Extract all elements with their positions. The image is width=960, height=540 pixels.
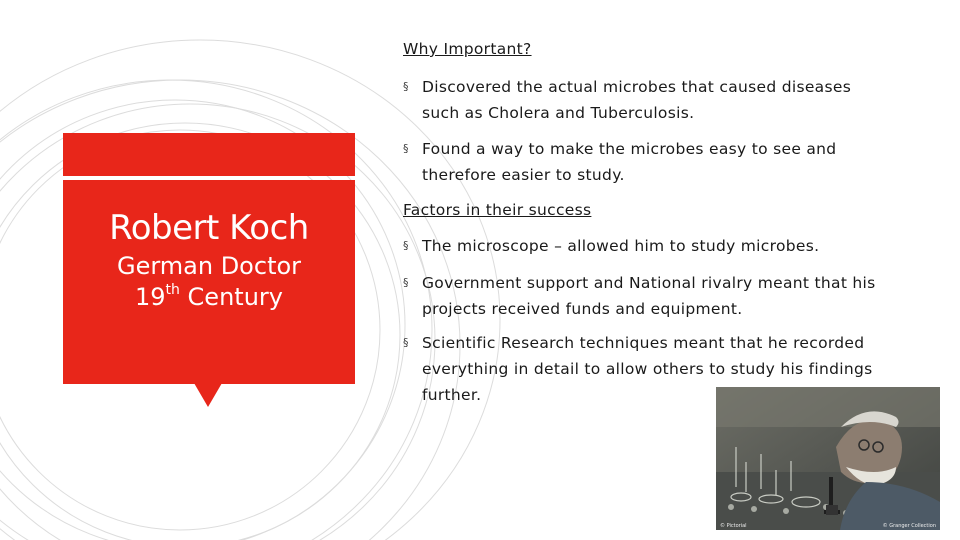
slide-title: Robert Koch xyxy=(109,208,309,248)
bullet-item xyxy=(403,270,883,322)
bullet-text: Government support and National rivalry meant that his projects received funds and equipment. xyxy=(422,274,876,318)
bullet-marker: § xyxy=(403,336,409,349)
bullet-item xyxy=(403,233,883,259)
bullet-text: Found a way to make the microbes easy to see and therefore easier to study. xyxy=(422,140,837,184)
bullet-marker: § xyxy=(403,276,409,289)
subtitle-line-2: 19th Century xyxy=(135,282,283,311)
bullet-marker: § xyxy=(403,142,409,155)
bullet-text: Scientific Research techniques meant that he recorded everything in detail to allow others to study his findings further. xyxy=(422,334,873,404)
panel-pointer xyxy=(194,383,222,407)
bullet-marker: § xyxy=(403,239,409,252)
bullet-text: Discovered the actual microbes that caused diseases such as Cholera and Tuberculosis. xyxy=(422,78,852,122)
section-heading-factors: Factors in their success xyxy=(403,201,592,219)
bullet-item xyxy=(403,136,883,188)
bullet-marker: § xyxy=(403,80,409,93)
bullet-text: The microscope – allowed him to study microbes. xyxy=(422,237,820,255)
slide-subtitle xyxy=(63,251,355,313)
bullet-item xyxy=(403,330,878,408)
koch-portrait-image: © Pictorial © Granger Collection xyxy=(716,387,940,530)
subtitle-line-1: German Doctor xyxy=(116,252,302,280)
section-heading-importance: Why Important? xyxy=(403,40,532,58)
bullet-item xyxy=(403,74,883,126)
accent-strip xyxy=(63,133,355,176)
